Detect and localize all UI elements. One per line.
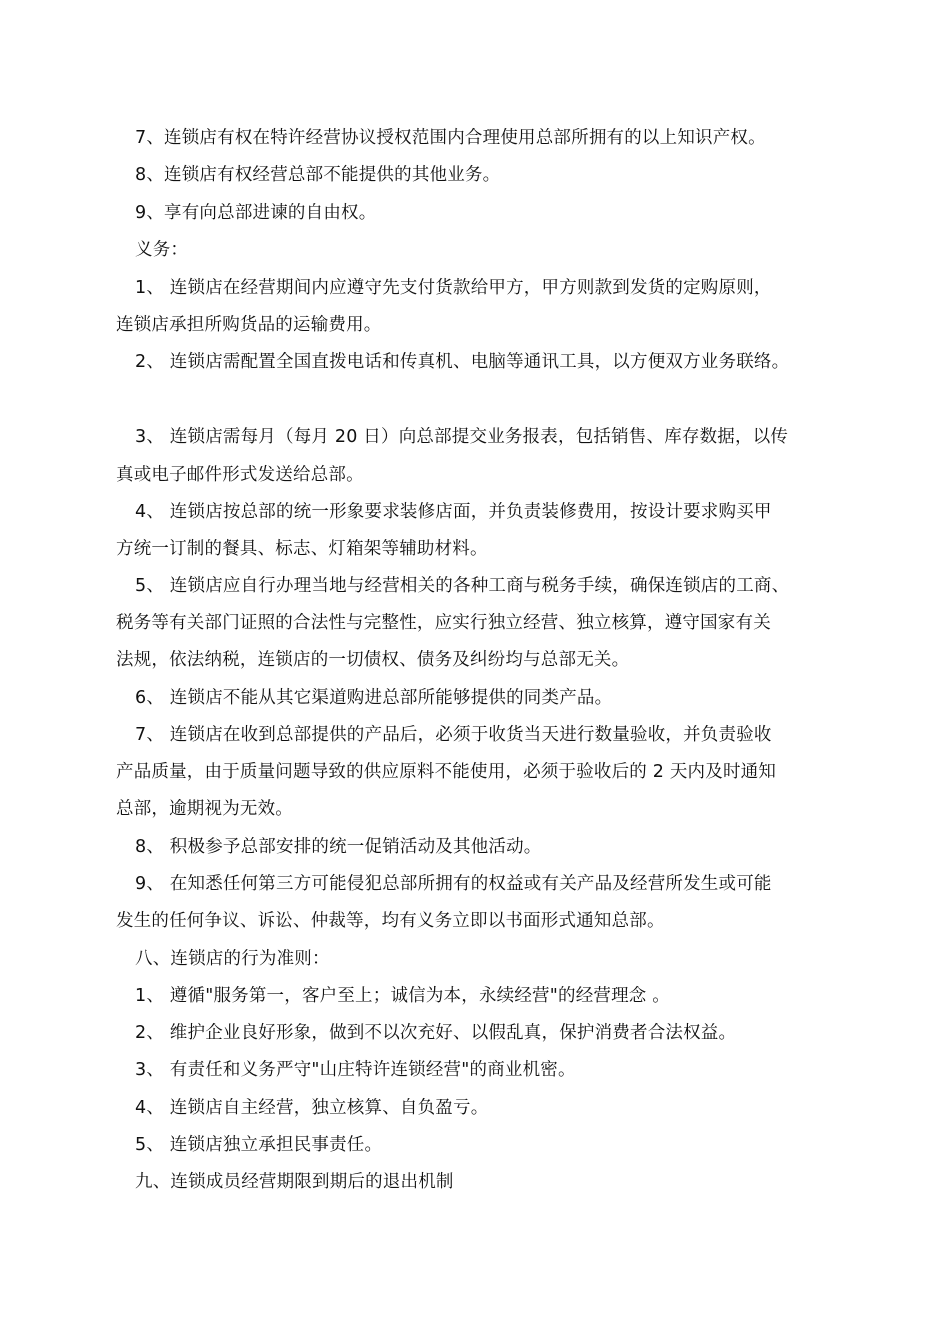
text-line: 1、 遵循"服务第一，客户至上；诚信为本，永续经营"的经营理念 。: [135, 986, 670, 1006]
text-line: 税务等有关部门证照的合法性与完整性，应实行独立经营、独立核算，遵守国家有关: [116, 613, 771, 633]
text-line: 8、 积极参予总部安排的统一促销活动及其他活动。: [135, 837, 542, 857]
text-line: 法规，依法纳税，连锁店的一切债权、债务及纠纷均与总部无关。: [116, 650, 630, 670]
text-line: 产品质量，由于质量问题导致的供应原料不能使用，必须于验收后的 2 天内及时通知: [116, 762, 777, 782]
text-line: 3、 有责任和义务严守"山庄特许连锁经营"的商业机密。: [135, 1060, 576, 1080]
text-line: 真或电子邮件形式发送给总部。: [116, 465, 364, 485]
section-heading: 义务：: [135, 240, 189, 260]
text-line: 方统一订制的餐具、标志、灯箱架等辅助材料。: [116, 539, 488, 559]
text-line: 7、连锁店有权在特许经营协议授权范围内合理使用总部所拥有的以上知识产权。: [135, 128, 766, 148]
text-line: 2、 维护企业良好形象，做到不以次充好、以假乱真，保护消费者合法权益。: [135, 1023, 737, 1043]
text-line: 连锁店承担所购货品的运输费用。: [116, 315, 382, 335]
text-line: 8、连锁店有权经营总部不能提供的其他业务。: [135, 165, 501, 185]
text-line: 9、 在知悉任何第三方可能侵犯总部所拥有的权益或有关产品及经营所发生或可能: [135, 874, 772, 894]
text-line: 5、 连锁店独立承担民事责任。: [135, 1135, 383, 1155]
text-line: 3、 连锁店需每月（每月 20 日）向总部提交业务报表，包括销售、库存数据，以传: [135, 427, 789, 447]
text-line: 2、 连锁店需配置全国直拨电话和传真机、电脑等通讯工具，以方便双方业务联络。: [135, 352, 790, 372]
text-line: 4、 连锁店按总部的统一形象要求装修店面，并负责装修费用，按设计要求购买甲: [135, 502, 772, 522]
text-line: 7、 连锁店在收到总部提供的产品后，必须于收货当天进行数量验收，并负责验收: [135, 725, 772, 745]
section-heading: 九、连锁成员经营期限到期后的退出机制: [135, 1172, 454, 1192]
text-line: 9、享有向总部进谏的自由权。: [135, 203, 377, 223]
text-line: 6、 连锁店不能从其它渠道购进总部所能够提供的同类产品。: [135, 688, 613, 708]
text-line: 总部，逾期视为无效。: [116, 799, 293, 819]
text-line: 4、 连锁店自主经营，独立核算、自负盈亏。: [135, 1098, 489, 1118]
text-line: 5、 连锁店应自行办理当地与经营相关的各种工商与税务手续，确保连锁店的工商、: [135, 576, 790, 596]
text-line: 1、 连锁店在经营期间内应遵守先支付货款给甲方，甲方则款到发货的定购原则，: [135, 278, 772, 298]
section-heading: 八、连锁店的行为准则：: [135, 949, 330, 969]
text-line: 发生的任何争议、诉讼、仲裁等，均有义务立即以书面形式通知总部。: [116, 911, 665, 931]
